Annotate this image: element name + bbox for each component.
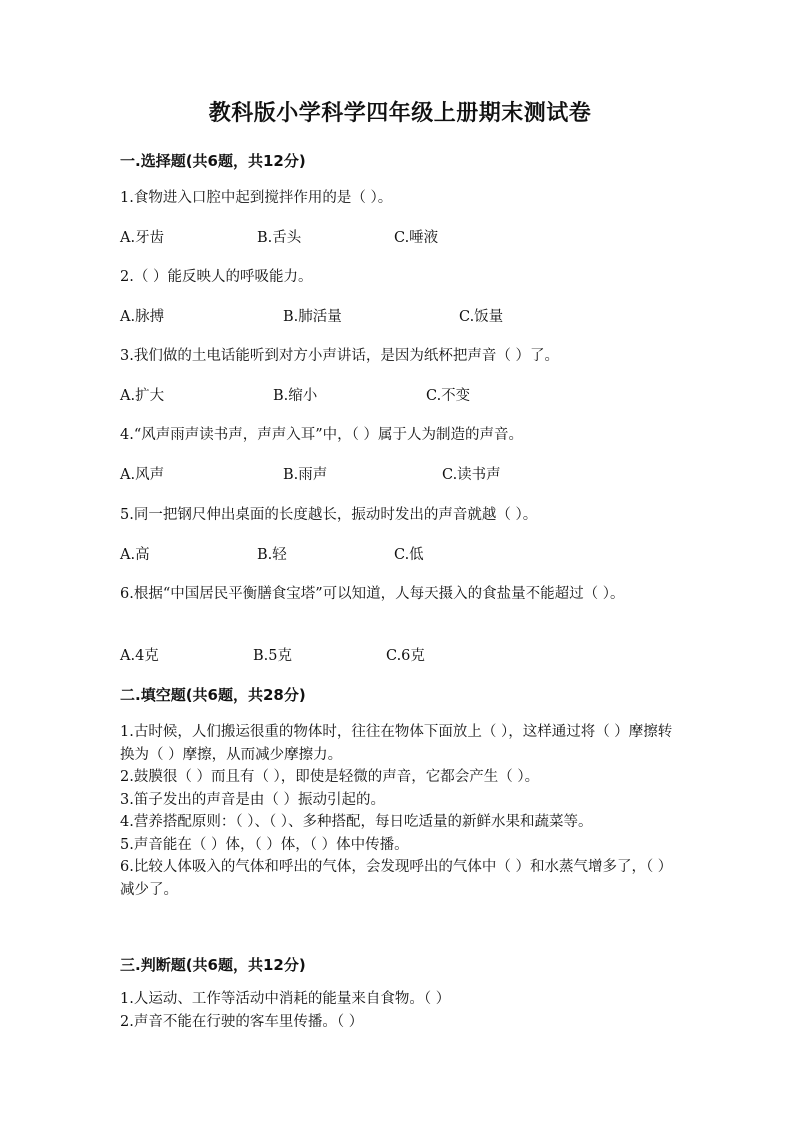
section-header-choice: 一.选择题(共6题，共12分): [120, 152, 306, 170]
options-row: [120, 384, 685, 408]
section-header-true-false: 三.判断题(共6题，共12分): [120, 956, 306, 974]
option-b: B.5克: [253, 648, 292, 664]
option-c: C.低: [394, 547, 424, 563]
true-false-item: 2.声音不能在行驶的客车里传播。（ ）: [120, 1013, 364, 1030]
fill-in-item: 1.古时候，人们搬运很重的物体时，往往在物体下面放上（ ），这样通过将（ ）摩擦转换为（ ）摩擦，从而减少摩擦力。: [120, 724, 673, 763]
option-b: B.雨声: [283, 467, 328, 483]
option-a: A.牙齿: [120, 230, 165, 246]
fill-in-item: 3.笛子发出的声音是由（ ）振动引起的。: [120, 791, 385, 808]
option-c: C.饭量: [459, 309, 504, 325]
option-c: C.不变: [426, 388, 471, 404]
option-b: B.肺活量: [283, 309, 342, 325]
page-title: 教科版小学科学四年级上册期末测试卷: [208, 101, 592, 126]
option-c: C.读书声: [442, 467, 501, 483]
fill-in-item: 6.比较人体吸入的气体和呼出的气体，会发现呼出的气体中（ ）和水蒸气增多了，（ ）减少了。: [120, 859, 673, 898]
question-text: 5.同一把钢尺伸出桌面的长度越长，振动时发出的声音就越（ ）。: [120, 507, 538, 523]
question-text: 3.我们做的土电话能听到对方小声讲话，是因为纸杯把声音（ ）了。: [120, 348, 559, 364]
option-b: B.舌头: [257, 230, 302, 246]
true-false-list: [120, 988, 685, 1033]
option-a: A.脉搏: [120, 309, 165, 325]
option-a: A.高: [120, 547, 150, 563]
question-text: 1.食物进入口腔中起到搅拌作用的是（ ）。: [120, 190, 393, 206]
option-b: B.缩小: [273, 388, 318, 404]
question-text: 4.“风声雨声读书声，声声入耳”中，（ ）属于人为制造的声音。: [120, 427, 524, 443]
option-c: C.6克: [386, 648, 425, 664]
section-header-fill-in: 二.填空题(共6题，共28分): [120, 686, 306, 704]
true-false-item: 1.人运动、工作等活动中消耗的能量来自食物。（ ）: [120, 991, 451, 1007]
options-row: [120, 226, 685, 250]
option-a: A.扩大: [120, 388, 165, 404]
fill-in-list: [120, 721, 685, 901]
question-text: 2.（ ）能反映人的呼吸能力。: [120, 269, 313, 285]
option-c: C.唾液: [394, 230, 439, 246]
option-b: B.轻: [257, 547, 287, 563]
fill-in-item: 4.营养搭配原则：（ ）、（ ）、多种搭配，每日吃适量的新鲜水果和蔬菜等。: [120, 814, 593, 830]
options-row: [120, 644, 685, 668]
option-a: A.风声: [120, 467, 165, 483]
options-row: [120, 305, 685, 329]
options-row: [120, 543, 685, 567]
question-text: 6.根据“中国居民平衡膳食宝塔”可以知道，人每天摄入的食盐量不能超过（ ）。: [120, 586, 625, 602]
fill-in-item: 2.鼓膜很（ ）而且有（ ），即使是轻微的声音，它都会产生（ ）。: [120, 769, 540, 785]
option-a: A.4克: [120, 648, 159, 664]
fill-in-item: 5.声音能在（ ）体，（ ）体，（ ）体中传播。: [120, 836, 409, 853]
options-row: [120, 463, 685, 487]
